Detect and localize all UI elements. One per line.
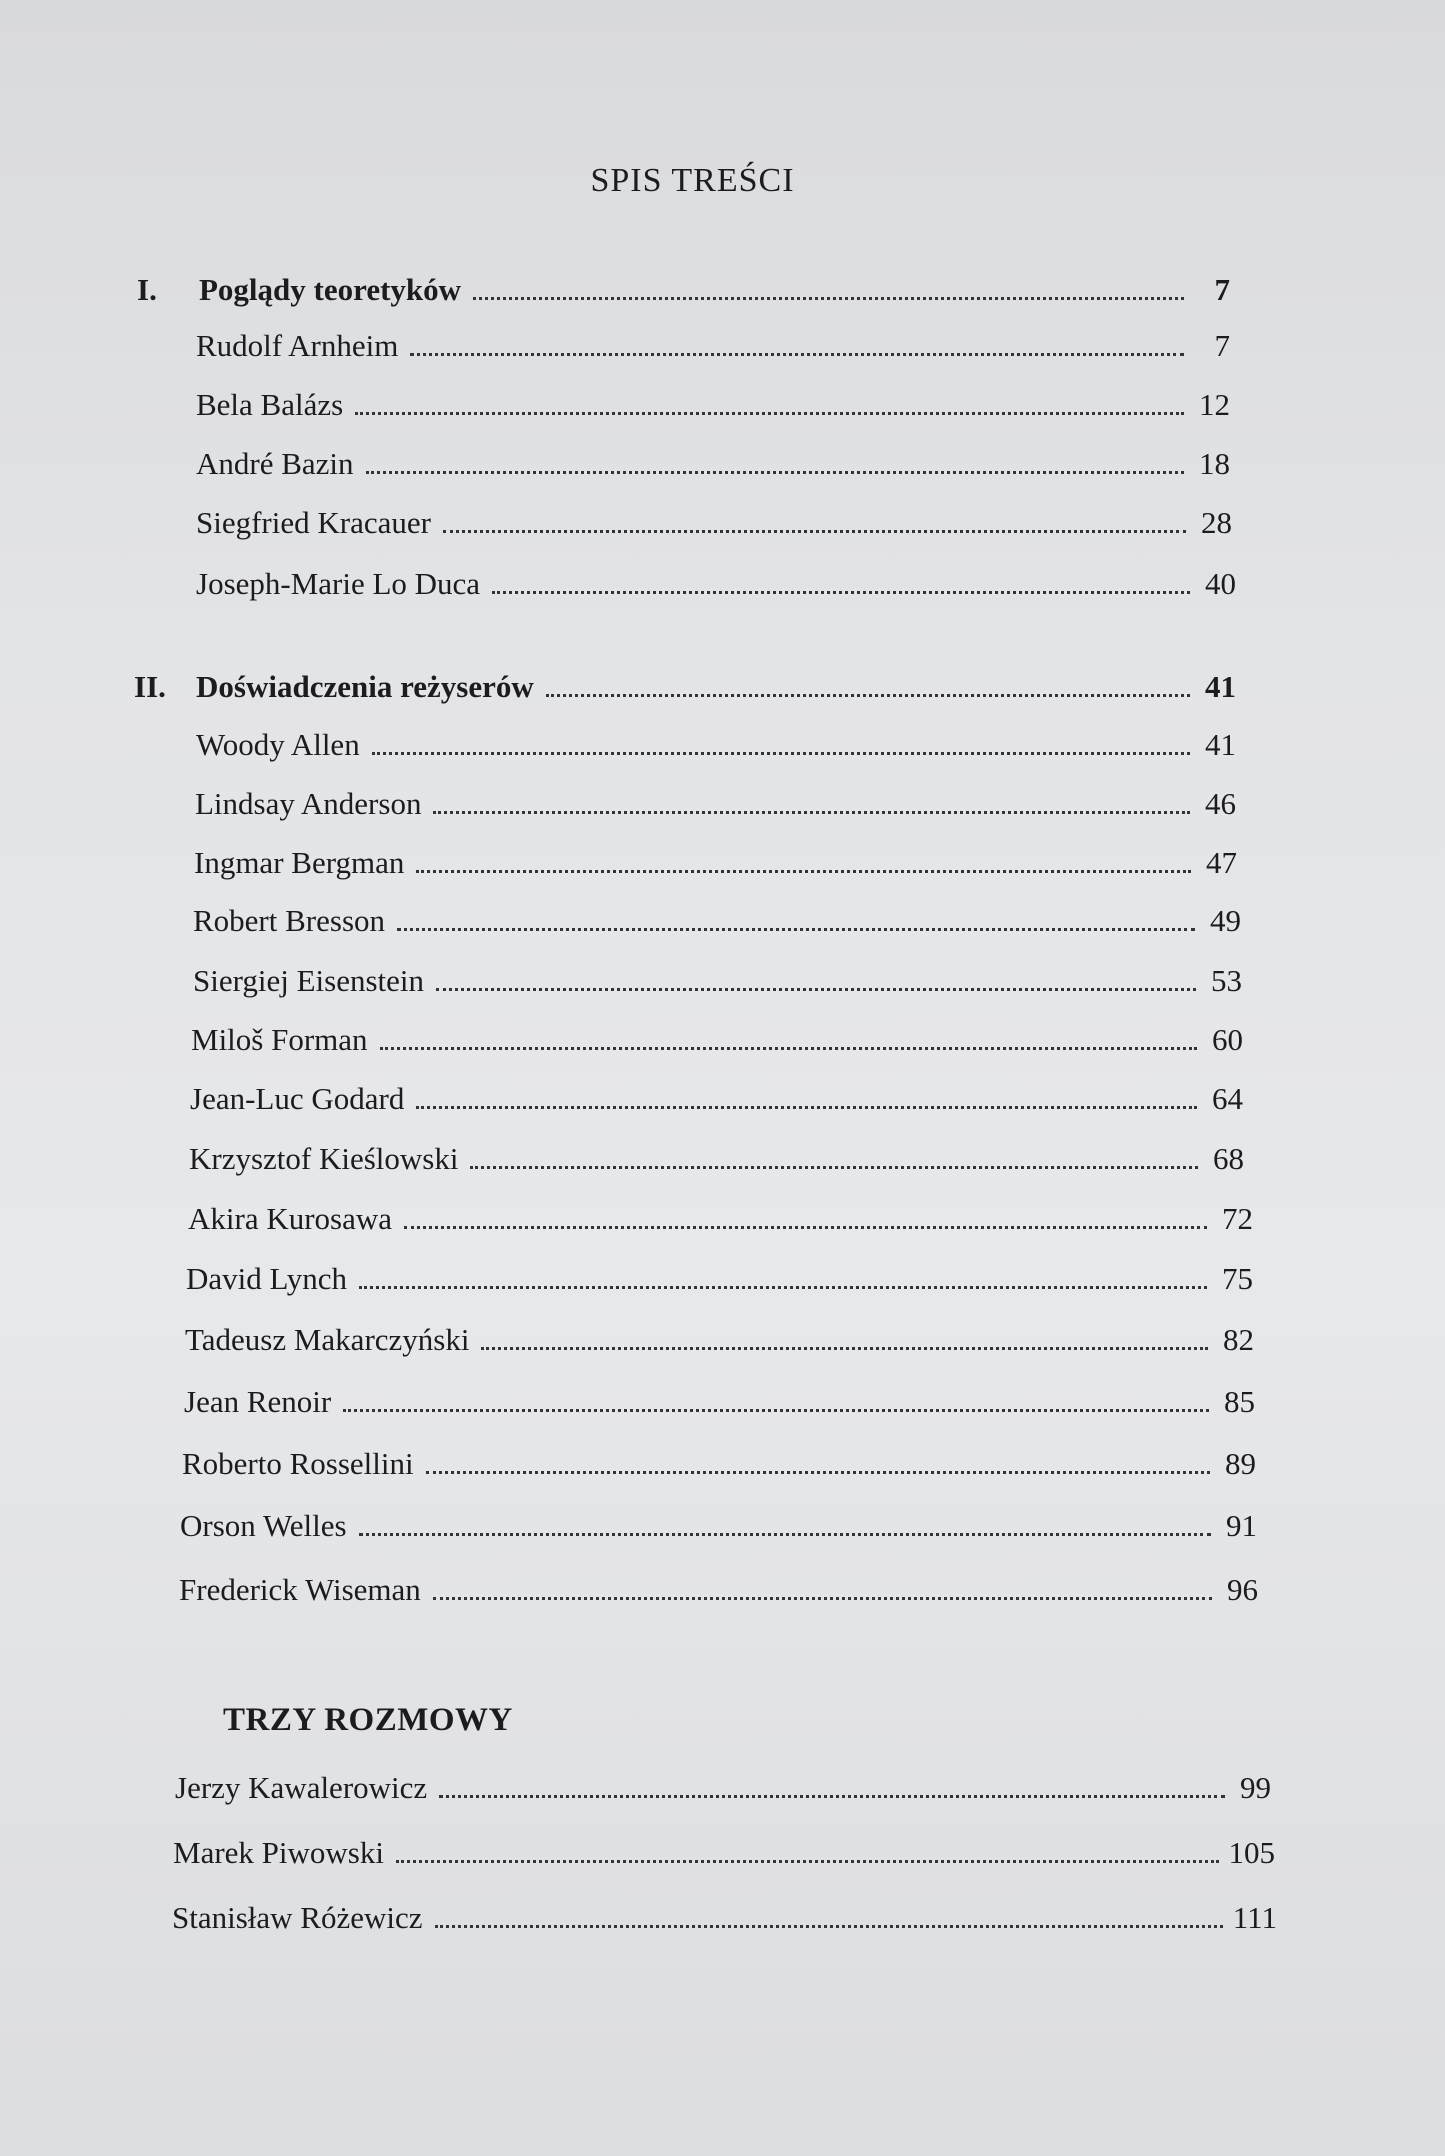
toc-entry-name: Roberto Rossellini	[182, 1446, 414, 1481]
toc-entry-page: 53	[1211, 963, 1242, 998]
dot-leader	[343, 1409, 1209, 1412]
toc-entry	[194, 845, 1237, 881]
toc-entry-name: Siegfried Kracauer	[196, 505, 431, 540]
toc-entry	[196, 505, 1232, 541]
dot-leader	[372, 752, 1190, 755]
dot-leader	[416, 870, 1191, 873]
toc-entry	[190, 1081, 1243, 1117]
toc-entry-page: 64	[1212, 1081, 1243, 1116]
toc-entry-page: 68	[1213, 1141, 1244, 1176]
toc-entry	[196, 446, 1230, 482]
toc-entry-name: Stanisław Różewicz	[172, 1900, 423, 1935]
dot-leader	[473, 297, 1184, 300]
toc-entry	[189, 1141, 1244, 1177]
toc-entry-name: Miloš Forman	[191, 1022, 368, 1057]
toc-entry-name: Rudolf Arnheim	[196, 328, 399, 363]
toc-entry-name: Ingmar Bergman	[194, 845, 405, 880]
dot-leader	[433, 811, 1190, 814]
dot-leader	[366, 471, 1184, 474]
toc-entry	[180, 1508, 1257, 1544]
dot-leader	[470, 1166, 1198, 1169]
toc-entry	[173, 1835, 1275, 1871]
toc-entry-page: 99	[1240, 1770, 1271, 1805]
toc-entry-name: Jean Renoir	[184, 1384, 332, 1419]
toc-entry-page: 89	[1225, 1446, 1256, 1481]
toc-entry-name: Jerzy Kawalerowicz	[175, 1770, 428, 1805]
toc-entry-page: 47	[1206, 845, 1237, 880]
toc-entry-page: 91	[1226, 1508, 1257, 1543]
dot-leader	[443, 530, 1186, 533]
toc-entry-name: Robert Bresson	[193, 903, 386, 938]
section-1-title: Poglądy teoretyków	[199, 272, 462, 307]
toc-entry-page: 7	[1214, 328, 1230, 363]
section-1-page: 7	[1214, 272, 1230, 307]
toc-entry-page: 12	[1199, 387, 1230, 422]
dot-leader	[355, 412, 1184, 415]
toc-entry-name: Frederick Wiseman	[179, 1572, 421, 1607]
toc-entry	[185, 1322, 1254, 1358]
toc-entry-page: 28	[1201, 505, 1232, 540]
toc-entry-name: David Lynch	[186, 1261, 347, 1296]
toc-entry-page: 111	[1232, 1900, 1277, 1935]
toc-entry-page: 40	[1205, 566, 1236, 601]
dot-leader	[359, 1286, 1207, 1289]
dot-leader	[481, 1347, 1208, 1350]
dot-leader	[359, 1533, 1211, 1536]
toc-entry-page: 85	[1224, 1384, 1255, 1419]
toc-entry-name: Jean-Luc Godard	[190, 1081, 405, 1116]
section-1-roman: I.	[137, 272, 157, 307]
toc-entry-name: Siergiej Eisenstein	[193, 963, 425, 998]
section-heading-2	[134, 669, 1236, 705]
toc-entry	[193, 963, 1242, 999]
toc-entry	[188, 1201, 1253, 1237]
toc-entry-page: 75	[1222, 1261, 1253, 1296]
toc-entry-page: 60	[1212, 1022, 1243, 1057]
toc-entry-name: Orson Welles	[180, 1508, 347, 1543]
toc-entry	[196, 387, 1230, 423]
toc-entry-page: 18	[1199, 446, 1230, 481]
toc-entry	[172, 1900, 1277, 1936]
toc-entry-name: Akira Kurosawa	[188, 1201, 393, 1236]
toc-entry	[193, 903, 1241, 939]
toc-entry-name: Bela Balázs	[196, 387, 344, 422]
toc-entry-page: 96	[1227, 1572, 1258, 1607]
dot-leader	[410, 353, 1184, 356]
dot-leader	[426, 1471, 1210, 1474]
toc-entry	[179, 1572, 1258, 1608]
toc-entry-page: 82	[1223, 1322, 1254, 1357]
dot-leader	[380, 1047, 1197, 1050]
toc-entry-page: 46	[1205, 786, 1236, 821]
toc-entry-page: 41	[1205, 727, 1236, 762]
dot-leader	[435, 1925, 1223, 1928]
dot-leader	[439, 1795, 1225, 1798]
toc-entry	[196, 328, 1230, 364]
dot-leader	[546, 694, 1190, 697]
toc-entry	[186, 1261, 1253, 1297]
dot-leader	[404, 1226, 1207, 1229]
toc-entry	[191, 1022, 1243, 1058]
toc-entry	[175, 1770, 1271, 1806]
dot-leader	[397, 928, 1195, 931]
toc-entry	[195, 786, 1236, 822]
section-2-roman: II.	[134, 669, 166, 704]
dot-leader	[416, 1106, 1197, 1109]
toc-entry-name: Marek Piwowski	[173, 1835, 384, 1870]
toc-entry-name: Lindsay Anderson	[195, 786, 422, 821]
toc-entry-name: André Bazin	[196, 446, 354, 481]
section-2-title: Doświadczenia reżyserów	[196, 669, 534, 704]
toc-entry-name: Joseph-Marie Lo Duca	[196, 566, 481, 601]
page-title: SPIS TREŚCI	[590, 162, 795, 199]
toc-entry-page: 72	[1222, 1201, 1253, 1236]
toc-entry-name: Krzysztof Kieślowski	[189, 1141, 459, 1176]
dot-leader	[436, 988, 1196, 991]
toc-entry-name: Woody Allen	[196, 727, 360, 762]
toc-entry-page: 105	[1228, 1835, 1275, 1870]
toc-entry-name: Tadeusz Makarczyński	[185, 1322, 470, 1357]
dot-leader	[433, 1597, 1212, 1600]
section-heading-1	[137, 272, 1230, 308]
dot-leader	[492, 591, 1190, 594]
section-2-page: 41	[1205, 669, 1236, 704]
dot-leader	[396, 1860, 1219, 1863]
interviews-heading: TRZY ROZMOWY	[223, 1702, 513, 1738]
toc-entry	[196, 727, 1236, 763]
toc-entry	[196, 566, 1236, 602]
toc-entry-page: 49	[1210, 903, 1241, 938]
toc-entry	[182, 1446, 1256, 1482]
toc-entry	[184, 1384, 1255, 1420]
